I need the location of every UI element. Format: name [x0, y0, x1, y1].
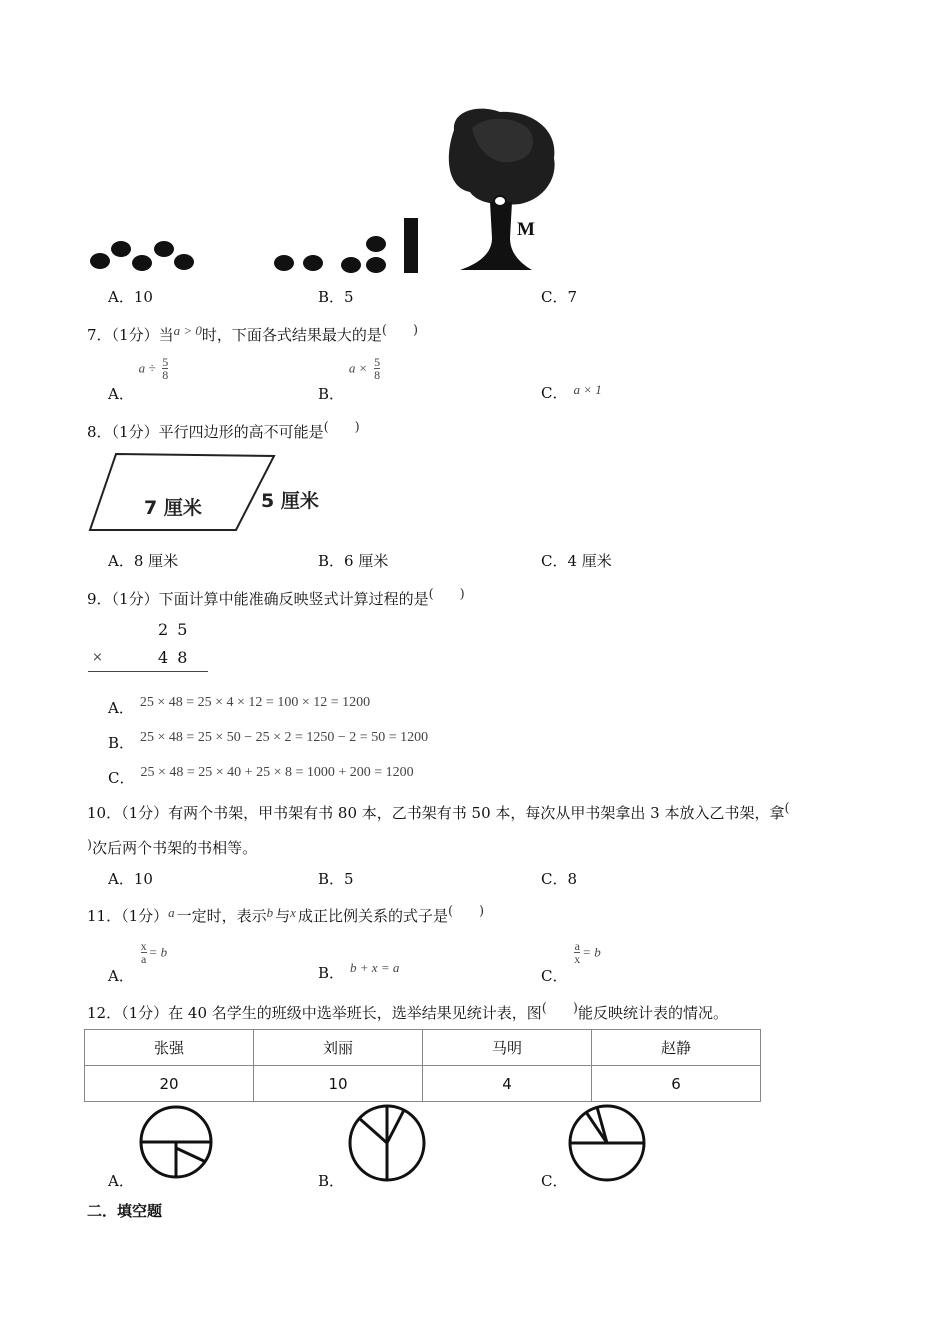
table-header-cell: 马明 — [423, 1030, 592, 1066]
q10-stem-line2 — [87, 837, 257, 858]
q9-option-b[interactable] — [108, 729, 428, 750]
option-text: 5 — [344, 288, 354, 306]
option-key: A． — [108, 1172, 134, 1190]
q6-option-a[interactable] — [108, 286, 153, 307]
question-number: 11． — [87, 907, 122, 925]
base-label: 7 厘米 — [144, 497, 202, 519]
option-key: B． — [318, 870, 345, 888]
option-expr: 25 × 48 = 25 × 50 − 25 × 2 = 1250 − 2 = 50 = 1200 — [140, 730, 429, 745]
numerator: x — [140, 939, 147, 953]
option-text: 10 — [133, 288, 153, 306]
q7-option-c[interactable] — [541, 382, 602, 403]
option-key: B． — [108, 734, 135, 752]
table-header-row — [85, 1030, 761, 1066]
answer-paren: ( ) — [323, 420, 360, 435]
q8-stem — [87, 421, 360, 442]
stem-text: 有两个书架，甲书架有书 80 本，乙书架有书 50 本，每次从甲书架拿出 3 本放入乙书架，拿 — [168, 804, 785, 822]
table-row — [85, 1066, 761, 1102]
option-key: C． — [541, 1172, 568, 1190]
option-expr: a ÷ — [138, 360, 156, 376]
option-expr: a × — [348, 360, 368, 376]
stem-text: 当 — [158, 326, 174, 344]
q7-option-b[interactable] — [318, 355, 382, 403]
option-text: 8 — [567, 870, 578, 888]
option-key: B． — [318, 552, 345, 570]
q8-option-c[interactable] — [541, 550, 612, 571]
table-header-cell: 刘丽 — [254, 1030, 423, 1066]
stem-text: 次后两个书架的书相等。 — [92, 839, 258, 857]
q6-option-c[interactable] — [541, 286, 577, 307]
dot-group-left — [90, 241, 194, 271]
fraction — [574, 940, 580, 965]
q10-option-a[interactable] — [108, 868, 153, 889]
stem-text: 一定时，表示 — [176, 907, 267, 925]
denominator: x — [574, 952, 581, 966]
question-score: （1分） — [111, 326, 159, 344]
question-score: （1分） — [111, 423, 159, 441]
q11-option-c[interactable] — [541, 939, 601, 985]
question-number: 10． — [87, 804, 122, 822]
q7-option-a[interactable] — [108, 355, 170, 403]
q6-option-b[interactable] — [318, 286, 354, 307]
pie-b — [346, 1102, 430, 1186]
pie-c — [566, 1102, 650, 1186]
table-header-cell: 赵静 — [592, 1030, 761, 1066]
question-score: （1分） — [121, 1004, 169, 1022]
option-expr: a × 1 — [573, 382, 602, 397]
tree-icon — [449, 109, 555, 270]
q6-figure — [80, 108, 560, 278]
question-number: 9． — [87, 590, 112, 608]
bar — [404, 218, 418, 273]
option-expr: b + x = a — [350, 960, 400, 975]
denominator: 8 — [162, 368, 169, 382]
option-rhs: = b — [582, 944, 601, 960]
option-key: B． — [318, 288, 345, 306]
stem-text: 能反映统计表的情况。 — [577, 1004, 728, 1022]
section-heading: 二．填空题 — [87, 1202, 163, 1220]
option-key: A． — [108, 384, 134, 403]
q11-option-b[interactable] — [318, 962, 399, 983]
vertical-line — [88, 671, 208, 672]
q10-stem-line1 — [87, 802, 790, 823]
stem-text: 在 40 名学生的班级中选举班长，选举结果见统计表，图 — [168, 1004, 542, 1022]
option-key: C． — [541, 552, 568, 570]
answer-paren-close: ) — [87, 838, 93, 853]
option-key: C． — [541, 966, 568, 985]
option-text: 10 — [133, 870, 153, 888]
fraction — [162, 356, 168, 381]
table-cell: 10 — [254, 1066, 423, 1102]
numerator: 5 — [162, 355, 169, 369]
denominator: a — [140, 952, 147, 966]
vertical-top: 2 5 — [158, 620, 190, 639]
q12-stem — [87, 1002, 728, 1023]
parallelogram-figure — [86, 450, 336, 535]
question-number: 12． — [87, 1004, 122, 1022]
question-score: （1分） — [111, 590, 159, 608]
answer-paren: ( ) — [428, 587, 465, 602]
q9-option-a[interactable] — [108, 694, 370, 715]
side-label: 5 厘米 — [261, 490, 319, 512]
q10-option-c[interactable] — [541, 868, 577, 889]
q7-stem — [87, 324, 418, 345]
fraction — [141, 940, 147, 965]
q12-option-b[interactable] — [318, 1170, 344, 1191]
vertical-bottom: 4 8 — [158, 648, 190, 667]
q11-option-a[interactable] — [108, 939, 168, 985]
q9-option-c[interactable] — [108, 764, 414, 785]
option-key: B． — [318, 384, 345, 403]
option-key: A． — [108, 870, 134, 888]
stem-text: 成正比例关系的式子是 — [297, 907, 448, 925]
pie-a — [138, 1104, 218, 1184]
option-key: A． — [108, 966, 134, 985]
var-b: b — [266, 905, 274, 920]
q9-stem — [87, 588, 465, 609]
vertical-sign: × — [92, 650, 103, 665]
table-header-cell: 张强 — [85, 1030, 254, 1066]
stem-text: 与 — [275, 907, 291, 925]
q12-option-c[interactable] — [541, 1170, 567, 1191]
answer-paren: ( ) — [381, 323, 419, 338]
option-text: 6 厘米 — [344, 552, 389, 570]
option-text: 4 厘米 — [567, 552, 612, 570]
stem-text: 平行四边形的高不可能是 — [158, 423, 324, 441]
option-key: C． — [108, 769, 135, 787]
option-key: C． — [541, 288, 568, 306]
question-number: 8． — [87, 423, 112, 441]
q10-option-b[interactable] — [318, 868, 354, 889]
condition-math: a > 0 — [173, 323, 202, 338]
table-cell: 4 — [423, 1066, 592, 1102]
option-key: A． — [108, 552, 134, 570]
option-rhs: = b — [148, 944, 168, 960]
fraction — [374, 356, 380, 381]
option-text: 8 厘米 — [133, 552, 179, 570]
q8-option-b[interactable] — [318, 550, 388, 571]
option-key: C． — [541, 384, 568, 402]
option-expr: 25 × 48 = 25 × 40 + 25 × 8 = 1000 + 200 = 1200 — [140, 765, 414, 780]
stem-text: 下面计算中能准确反映竖式计算过程的是 — [158, 590, 429, 608]
option-key: C． — [541, 870, 568, 888]
answer-paren-open: ( — [784, 801, 790, 816]
q12-option-a[interactable] — [108, 1170, 134, 1191]
numerator: 5 — [374, 355, 381, 369]
option-expr: 25 × 48 = 25 × 4 × 12 = 100 × 12 = 1200 — [139, 695, 371, 710]
option-key: B． — [318, 964, 345, 982]
question-score: （1分） — [121, 907, 169, 925]
answer-paren: ( ) — [447, 904, 485, 919]
table-cell: 20 — [85, 1066, 254, 1102]
numerator: a — [574, 939, 580, 953]
stem-text: 时，下面各式结果最大的是 — [201, 326, 382, 344]
option-text: 5 — [344, 870, 354, 888]
option-key: A． — [108, 288, 134, 306]
question-number: 7． — [87, 326, 112, 344]
vertical-calc — [88, 620, 208, 680]
option-text: 7 — [567, 288, 578, 306]
dot-group-right — [274, 236, 386, 273]
option-key: A． — [108, 699, 134, 717]
denominator: 8 — [374, 368, 381, 382]
var-x: x — [290, 905, 296, 920]
table-cell: 6 — [592, 1066, 761, 1102]
option-key: B． — [318, 1172, 345, 1190]
q11-stem — [87, 905, 484, 926]
tree-label: M — [517, 219, 535, 240]
var-a: a — [168, 905, 175, 920]
vote-table — [84, 1029, 761, 1102]
question-score: （1分） — [121, 804, 169, 822]
answer-paren: ( ) — [541, 1001, 578, 1016]
q8-option-a[interactable] — [108, 550, 178, 571]
